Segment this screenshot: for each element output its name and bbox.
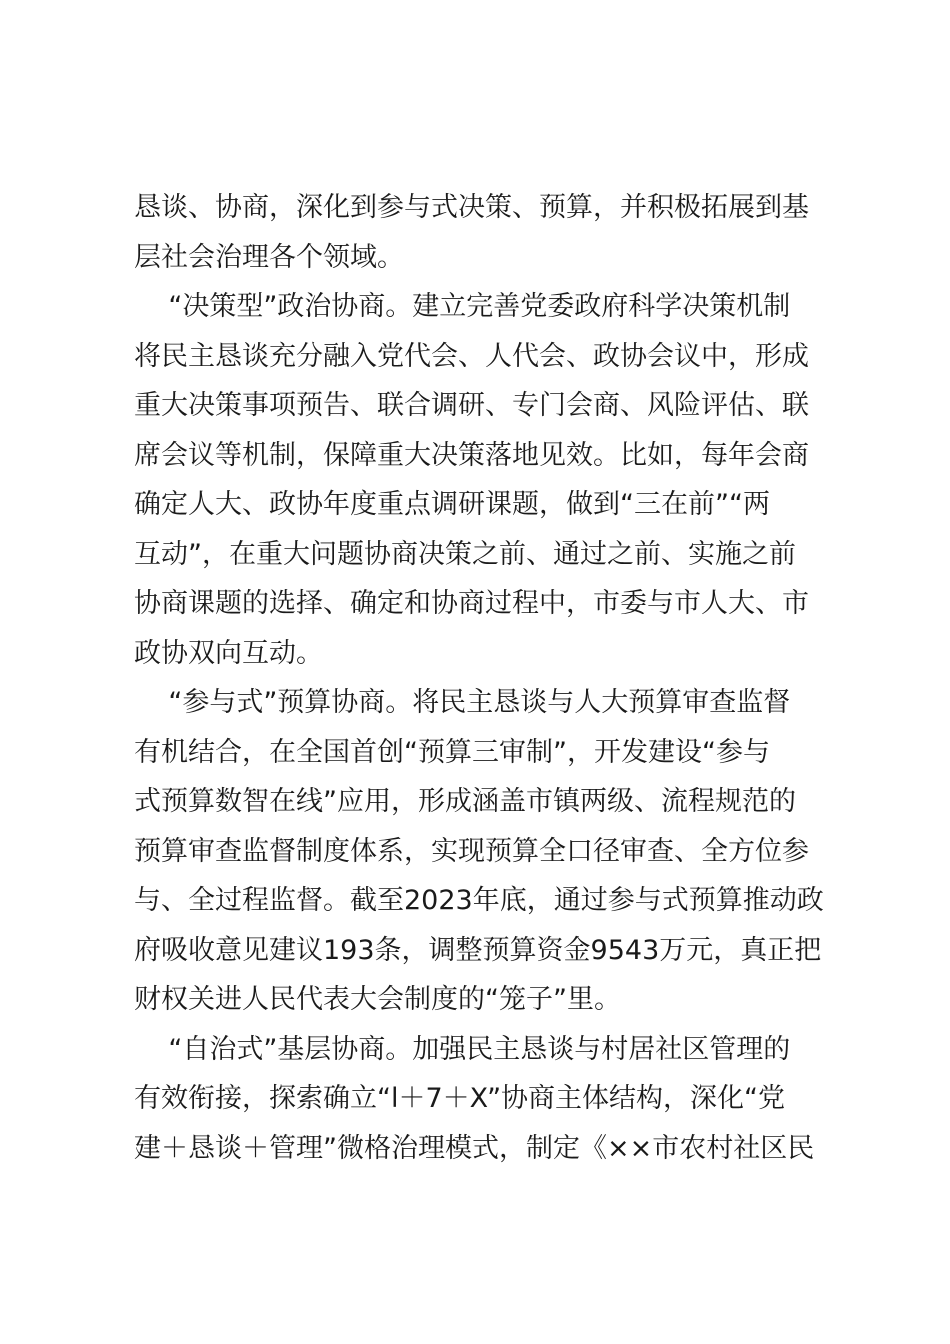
text-line: “参与式”预算协商。将民主恳谈与人大预算审查监督 [134,687,791,718]
paragraph [134,1025,854,1174]
paragraph [134,678,854,1025]
text-line: 建＋恳谈＋管理”微格治理模式，制定《××市农村社区民 [134,1132,815,1164]
text-line: 互动”，在重大问题协商决策之前、通过之前、实施之前 [134,538,796,570]
text-line: 确定人大、政协年度重点调研课题，做到“三在前”“两 [134,489,770,520]
text-line: 有机结合，在全国首创“预算三审制”，开发建设“参与 [134,736,770,768]
text-line: 席会议等机制，保障重大决策落地见效。比如，每年会商 [134,439,809,471]
text-line: 有效衔接，探索确立“l＋7＋X”协商主体结构，深化“党 [134,1083,786,1114]
text-line: 预算审查监督制度体系，实现预算全口径审查、全方位参 [134,835,809,867]
text-line: 协商课题的选择、确定和协商过程中，市委与市人大、市 [134,588,809,619]
document-body [134,183,854,1173]
text-line: 重大决策事项预告、联合调研、专门会商、风险评估、联 [134,390,809,421]
text-line: “自治式”基层协商。加强民主恳谈与村居社区管理的 [134,1033,791,1065]
paragraph [134,282,854,678]
text-line: 与、全过程监督。截至2023年底，通过参与式预算推动政 [134,885,824,916]
text-line: “决策型”政治协商。建立完善党委政府科学决策机制 [134,291,791,322]
text-line: 将民主恳谈充分融入党代会、人代会、政协会议中，形成 [134,340,809,372]
text-line: 层社会治理各个领域。 [134,241,404,273]
text-line: 政协双向互动。 [134,637,323,669]
paragraph [134,183,854,282]
text-line: 式预算数智在线”应用，形成涵盖市镇两级、流程规范的 [134,786,796,817]
text-line: 府吸收意见建议193条，调整预算资金9543万元，真正把 [134,934,822,966]
text-line: 恳谈、协商，深化到参与式决策、预算，并积极拓展到基 [134,192,809,223]
text-line: 财权关进人民代表大会制度的“笼子”里。 [134,984,621,1015]
